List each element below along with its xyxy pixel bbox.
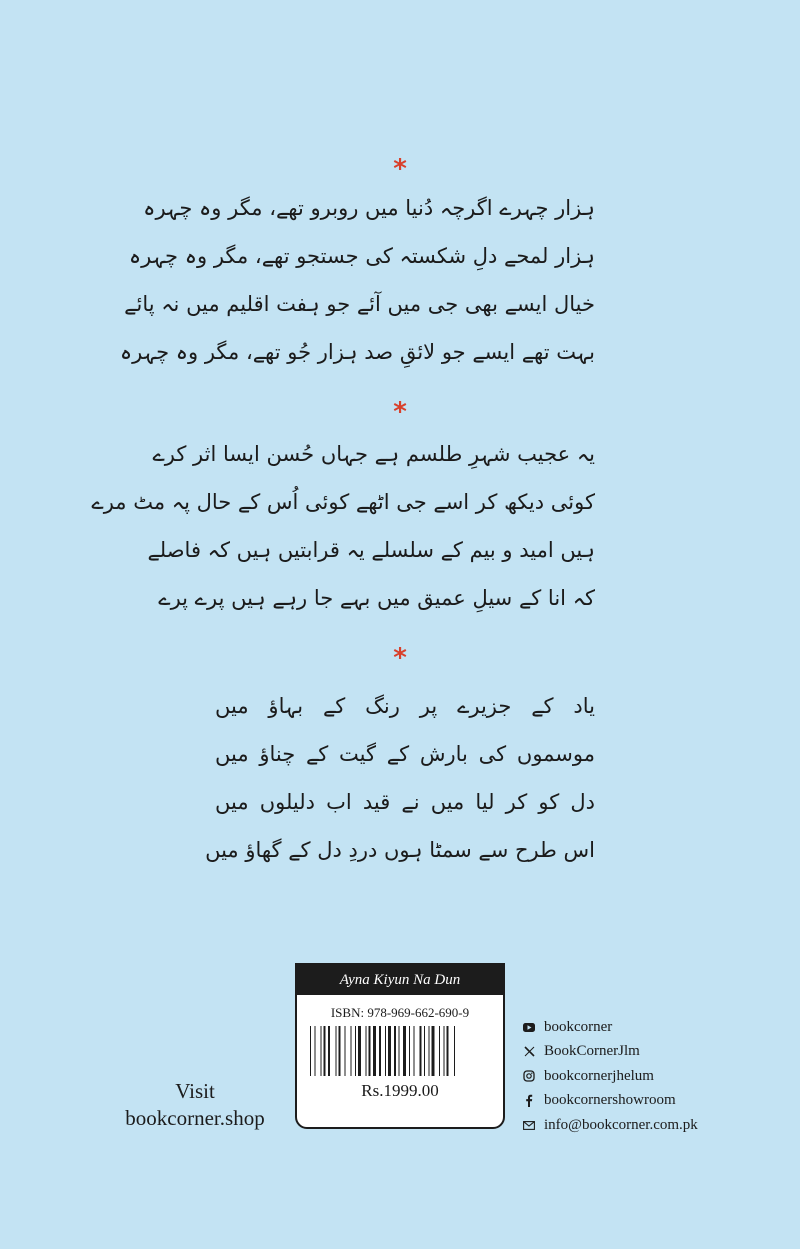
website-link[interactable]: bookcorner.shop [125,1106,265,1130]
verse-line: یاد کے جزیرے پر رنگ کے بہاؤ میں [215,694,595,718]
facebook-icon [522,1094,536,1108]
verse-line: ہیں امید و بیم کے سلسلے یہ قرابتیں ہیں کہ فاصلے [147,538,595,562]
social-item-email[interactable] [522,1113,698,1138]
social-label: BookCornerJlm [544,1043,640,1060]
book-title: Ayna Kiyun Na Dun [297,965,503,995]
verse-line: خیال ایسے بھی جی میں آئے جو ہفت اقلیم میں نہ پائے [124,292,595,316]
verse-line: بہت تھے ایسے جو لائقِ صد ہزار جُو تھے، مگر وہ چہرہ [119,340,595,364]
separator-star: * [393,643,407,673]
barcode [310,1026,490,1076]
social-label: bookcorner [544,1018,613,1035]
poem-stanza-1 [119,184,595,376]
visit-website [105,1078,285,1132]
separator-star: * [393,397,407,427]
social-label: info@bookcorner.com.pk [544,1116,698,1133]
price-text: Rs.1999.00 [361,1081,439,1100]
poem-stanza-2 [91,430,595,622]
x-icon [522,1045,536,1059]
visit-label: Visit [175,1079,215,1103]
verse-line: اس طرح سے سمٹا ہوں دردِ دل کے گھاؤ میں [205,838,595,862]
separator-star: * [393,154,407,184]
verse-line: ہزار لمحے دلِ شکستہ کی جستجو تھے، مگر وہ چہرہ [128,244,595,268]
social-label: bookcornerjhelum [544,1067,654,1084]
social-links [522,1015,698,1138]
youtube-icon [522,1020,536,1034]
verse-line: کوئی دیکھ کر اسے جی اٹھے کوئی اُس کے حال پہ مٹ مرے [91,490,595,514]
social-item-x[interactable] [522,1040,698,1065]
social-item-facebook[interactable] [522,1089,698,1114]
social-label: bookcornershowroom [544,1092,676,1109]
instagram-icon [522,1069,536,1083]
verse-line: موسموں کی بارش کے گیت کے چناؤ میں [215,742,595,766]
social-item-instagram[interactable] [522,1064,698,1089]
verse-line: یہ عجیب شہرِ طلسم ہے جہاں حُسن ایسا اثر کرے [152,442,595,466]
verse-line: ہزار چہرے اگرچہ دُنیا میں روبرو تھے، مگر وہ چہرہ [143,196,595,220]
mail-icon [522,1118,536,1132]
poem-stanza-3 [205,682,595,874]
verse-line: کہ انا کے سیلِ عمیق میں بہے جا رہے ہیں پرے پرے [158,586,595,610]
isbn-text: ISBN: 978-969-662-690-9 [330,1005,470,1020]
verse-line: دل کو کر لیا میں نے قید اب دلیلوں میں [215,790,595,814]
price-label [295,963,505,1129]
social-item-youtube[interactable] [522,1015,698,1040]
